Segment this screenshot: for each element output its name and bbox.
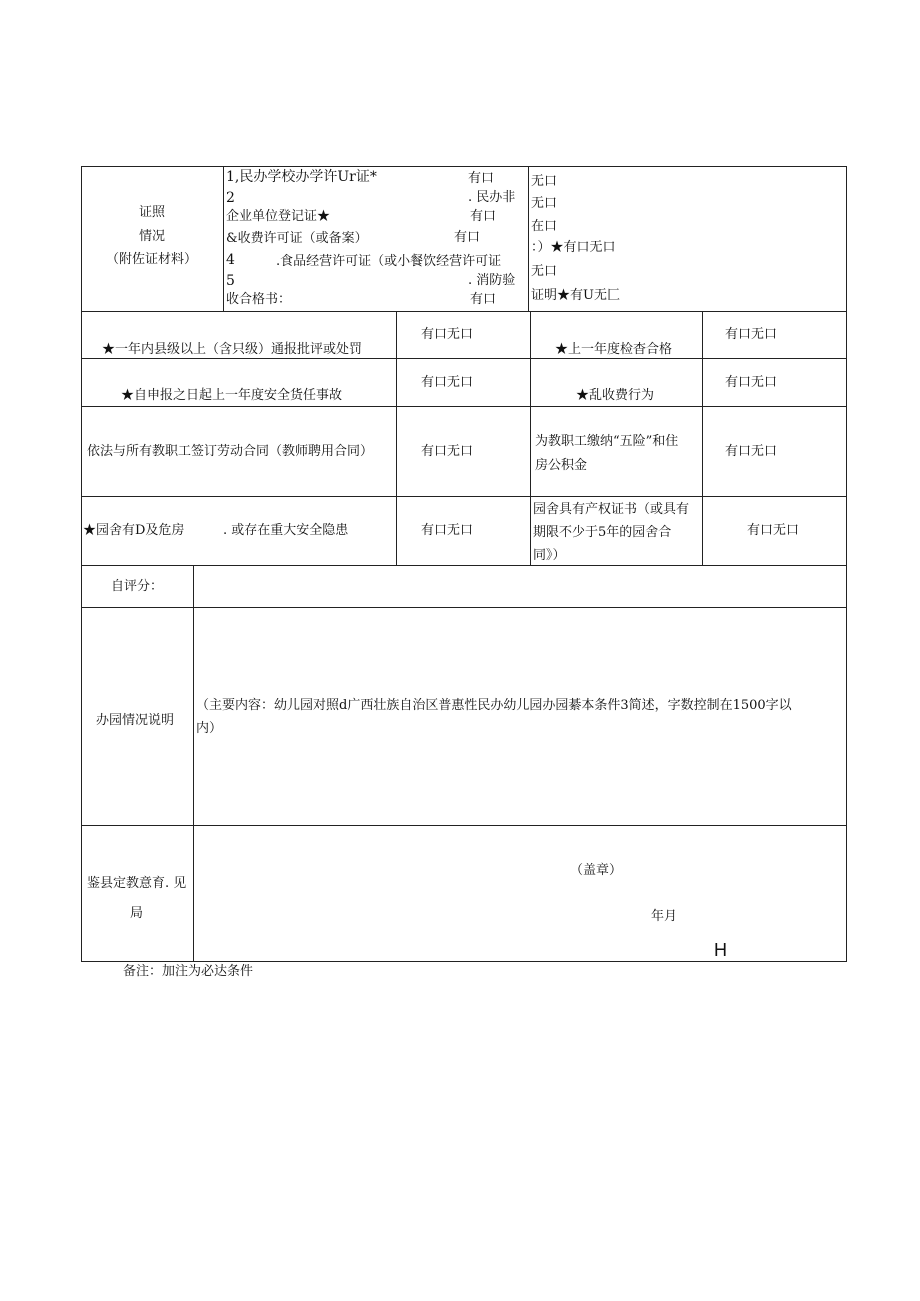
rule bbox=[81, 311, 847, 312]
criterion-value: 有口无口 bbox=[421, 327, 474, 342]
opinion-label: 局 bbox=[130, 906, 144, 921]
self-score-value[interactable] bbox=[200, 580, 840, 600]
criterion-label: . 或存在重大安全隐患 bbox=[223, 523, 349, 538]
license-status: 有口 bbox=[454, 230, 481, 245]
rule bbox=[702, 311, 703, 565]
rule bbox=[81, 166, 82, 962]
license-status: 有口 bbox=[470, 292, 497, 307]
license-status: 无口 bbox=[531, 264, 558, 279]
criterion-value: 有口无口 bbox=[421, 523, 474, 538]
description-label: 办园情况说明 bbox=[96, 713, 175, 728]
license-item: .食品经营许可证（或小餐饮经营许可证 bbox=[276, 254, 502, 269]
criterion-label: ★一年内县级以上（含只级）通报批评或处罚 bbox=[102, 342, 363, 357]
criterion-value: 有口无口 bbox=[725, 327, 778, 342]
criterion-value: 有口无口 bbox=[421, 444, 474, 459]
license-item: 企业单位登记证★ bbox=[226, 209, 331, 224]
date-text: 年月 bbox=[651, 909, 678, 924]
license-status: 无口 bbox=[531, 174, 558, 189]
license-status: 在口 bbox=[531, 219, 558, 234]
description-text: （主要内容：幼儿园对照d广西壮族自治区普惠性民办幼儿园办园綦本条件3简述，字数控制在1500字以 bbox=[196, 698, 792, 713]
license-item: 收合格书： bbox=[226, 292, 292, 307]
rule bbox=[81, 607, 847, 608]
rule bbox=[81, 358, 847, 359]
rule bbox=[81, 565, 847, 566]
criterion-value: 有口无口 bbox=[725, 375, 778, 390]
criterion-label: 依法与所有教职工签订劳动合同（教师聘用合同） bbox=[87, 444, 374, 459]
criterion-label: 同》） bbox=[533, 548, 566, 563]
license-label: 情况 bbox=[139, 229, 166, 244]
criterion-label: ★乱收费行为 bbox=[576, 388, 655, 403]
rule bbox=[223, 166, 224, 311]
license-label: （附佐证材料） bbox=[106, 252, 198, 267]
rule bbox=[81, 406, 847, 407]
license-label: 证照 bbox=[139, 205, 166, 220]
opinion-label: 鉴县定教意育. 见 bbox=[87, 876, 187, 891]
license-item: 5 bbox=[226, 273, 235, 289]
criterion-label: 为教职工缴纳“五险”和住 bbox=[535, 434, 679, 449]
description-text: 内） bbox=[196, 721, 223, 736]
license-item: 2 bbox=[226, 190, 235, 206]
rule bbox=[81, 825, 847, 826]
criterion-value: 有口无口 bbox=[421, 375, 474, 390]
criterion-label: ★自申报之日起上一年度安全货任事故 bbox=[121, 388, 343, 403]
license-status: ：）★有口无口 bbox=[531, 240, 616, 255]
rule bbox=[193, 565, 194, 961]
rule bbox=[530, 311, 531, 565]
license-item: 4 bbox=[226, 252, 235, 268]
rule bbox=[81, 961, 847, 962]
rule bbox=[396, 311, 397, 565]
criterion-value: 有口无口 bbox=[725, 444, 778, 459]
license-status: 无口 bbox=[531, 196, 558, 211]
license-status: 证明★有U无匚 bbox=[531, 288, 620, 303]
seal-text: （盖章） bbox=[570, 863, 623, 878]
criterion-label: ★园舍有D及危房 bbox=[83, 523, 185, 538]
rule bbox=[81, 166, 847, 167]
day-text: H bbox=[714, 940, 727, 960]
rule bbox=[528, 166, 529, 311]
criterion-label: 房公积金 bbox=[535, 458, 588, 473]
rule bbox=[846, 166, 847, 962]
license-item: . 消防验 bbox=[468, 273, 516, 288]
criterion-label: 园舍具有产权证书（或具有 bbox=[533, 502, 690, 517]
license-item: 1,民办学校办学许Ur证* bbox=[226, 169, 377, 185]
rule bbox=[81, 496, 847, 497]
footnote: 备注：加注为必达条件 bbox=[123, 964, 254, 979]
license-status: 有口 bbox=[470, 209, 497, 224]
license-item: . 民办非 bbox=[468, 190, 516, 205]
criterion-label: 期限不少于5年的园舍合 bbox=[533, 525, 672, 540]
criterion-value: 有口无口 bbox=[747, 523, 800, 538]
criterion-label: ★上一年度检杳合格 bbox=[555, 342, 673, 357]
license-status: 有口 bbox=[468, 171, 495, 186]
self-score-label: 自评分： bbox=[111, 579, 164, 594]
license-item: &收费许可证（或备案） bbox=[226, 231, 368, 246]
